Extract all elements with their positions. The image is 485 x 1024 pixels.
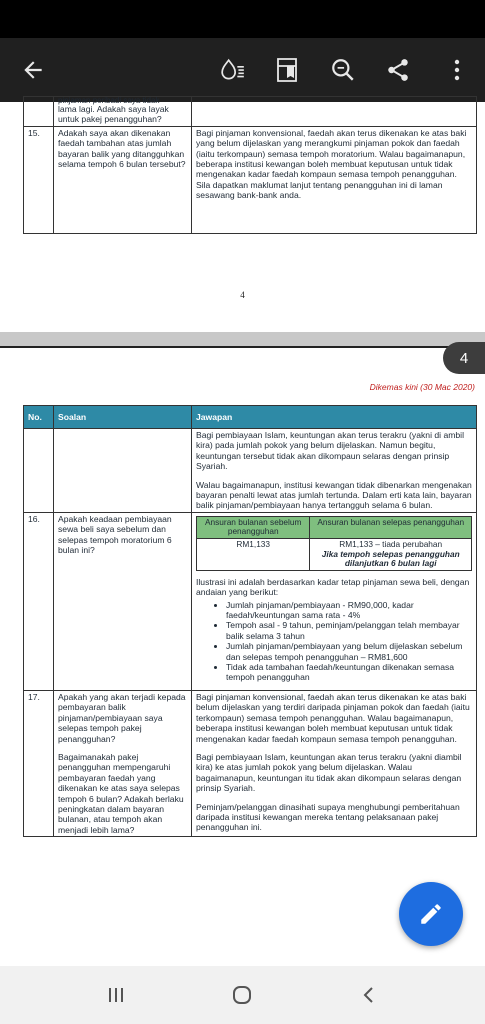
header-answer: Jawapan: [192, 406, 477, 429]
home-icon[interactable]: [227, 980, 257, 1010]
status-bar: [0, 0, 485, 38]
question-cell: pinjaman peribadi saya tidak lama lagi. Adakah saya layak untuk pakej penangguhan?: [54, 97, 192, 127]
share-icon[interactable]: [383, 55, 413, 85]
table-header-row: [24, 406, 477, 429]
page-header-rule: [0, 346, 452, 348]
table-row: [24, 126, 477, 233]
row-number: 15.: [24, 126, 54, 233]
header-question: Soalan: [54, 406, 192, 429]
installment-after-note: Jika tempoh selepas penangguhan dilanjutkan 6 bulan lagi: [321, 548, 460, 569]
answer-cell: Bagi pinjaman konvensional, faedah akan terus dikenakan ke atas baki belum dijelaskan yang terdiri daripada pinjaman pokok dan faedah (iaitu terkompaun) semasa tempoh penangguhan. Walau bagaimanapun, beberapa institusi kewangan boleh membuat keputusan untuk tidak mengenakan kadar faedah kompaun semasa tempoh penangguhan. Bagi pembiayaan Islam, keuntungan akan terus terakru (yakni diambil kira) ke atas jumlah pokok yang belum dijelaskan. Walau bagaimanapun, keuntungan itu tidak akan dikompaun selaras dengan prinsip Syariah. Peminjam/pelanggan dinasihati supaya menghubungi pemberitahuan daripada institusi kewangan mereka tentang pelaksanaan pakej penangguhan ini.: [192, 690, 477, 836]
header-no: No.: [24, 406, 54, 429]
search-icon[interactable]: [328, 55, 358, 85]
edit-pencil-icon: [418, 901, 444, 927]
updated-date: Dikemas kini (30 Mac 2020): [369, 382, 475, 392]
table-row: [24, 512, 477, 690]
faq-table-part1: [23, 96, 477, 234]
assumption-list: [196, 600, 472, 683]
pdf-page-5: [0, 346, 485, 966]
arrow-left-icon[interactable]: [18, 55, 48, 85]
table-row: [24, 429, 477, 513]
illustration-intro: Ilustrasi ini adalah berdasarkan kadar tetap pinjaman sewa beli, dengan andaian yang berikut:: [196, 576, 470, 598]
installment-before-value: RM1,133: [197, 539, 310, 571]
bookmark-icon[interactable]: [272, 55, 302, 85]
installment-header-before: Ansuran bulanan sebelum penangguhan: [197, 516, 310, 538]
pdf-toolbar: [0, 38, 485, 102]
page-badge: 4: [443, 342, 485, 374]
list-item: • Tempoh asal - 9 tahun, peminjam/pelanggan telah membayar balik selama 3 tahun: [226, 620, 472, 641]
faq-table-part2: [23, 405, 477, 837]
answer-cell: Bagi pembiayaan Islam, keuntungan akan terus terakru (yakni di ambil kira) pada jumlah pokok yang belum dijelaskan. Namun begitu, keuntungan tersebut tidak akan dikompaun selaras dengan prinsip Syariah. Walau bagaimanapun, institusi kewangan tidak dibenarkan mengenakan bayaran penalti lewat atas jumlah tertunda. Dalam erti kata lain, bayaran balik pinjaman/pembiayaan hanya tertangguh selama 6 bulan.: [192, 429, 477, 513]
more-vert-icon[interactable]: [442, 55, 472, 85]
page-number: 4: [240, 290, 245, 300]
table-row: [24, 690, 477, 836]
installment-header-after: Ansuran bulanan selepas penangguhan: [310, 516, 472, 538]
installment-after-value: RM1,133 – tiada perubahan: [339, 539, 443, 550]
row-number: 17.: [24, 690, 54, 836]
list-item: • Jumlah pinjaman/pembiayaan yang belum dijelaskan sebelum dan selepas tempoh penangguhan – RM81,600: [226, 641, 472, 662]
question-cell: Apakah yang akan terjadi kepada pembayaran balik pinjaman/pembiayaan saya selepas tempoh pakej penangguhan? Bagaimanakah pakej penangguhan mempengaruhi pembayaran faedah yang dikenakan ke atas saya selepas tempoh 6 bulan? Adakah berlaku peningkatan dalam bayaran bulanan, atau tempoh akan menjadi lebih lama?: [54, 690, 192, 836]
question-cell: Adakah saya akan dikenakan faedah tambahan atas jumlah bayaran balik yang ditangguhkan selama tempoh 6 bulan tersebut?: [54, 126, 192, 233]
system-nav-bar: [0, 966, 485, 1024]
pdf-viewer[interactable]: [0, 96, 485, 966]
list-item: • Jumlah pinjaman/pembiayaan - RM90,000, kadar faedah/keuntungan sama rata - 4%: [226, 600, 472, 621]
recent-apps-icon[interactable]: [101, 980, 131, 1010]
back-icon[interactable]: [354, 980, 384, 1010]
text-to-speech-icon[interactable]: [218, 55, 248, 85]
question-cell: Apakah keadaan pembiayaan sewa beli saya sebelum dan selepas tempoh moratorium 6 bulan ini?: [54, 512, 192, 690]
answer-cell: [192, 512, 477, 690]
pdf-page-4: [0, 96, 485, 332]
edit-fab-button[interactable]: [399, 882, 463, 946]
installment-table: [196, 516, 472, 571]
table-row: [24, 97, 477, 127]
answer-cell: Bagi pinjaman konvensional, faedah akan terus dikenakan ke atas baki yang belum dijelaskan yang merangkumi pinjaman pokok dan faedah (iaitu terkompaun) semasa tempoh moratorium. Walau bagaimanapun, beberapa institusi kewangan boleh membuat keputusan untuk tidak mengenakan kadar faedah kompaun semasa tempoh penangguhan. Sila dapatkan maklumat lanjut tentang penangguhan ini di laman sesawang bank-bank anda.: [192, 126, 477, 233]
row-number: 16.: [24, 512, 54, 690]
list-item: • Tidak ada tambahan faedah/keuntungan dikenakan semasa tempoh penangguhan: [226, 662, 472, 683]
